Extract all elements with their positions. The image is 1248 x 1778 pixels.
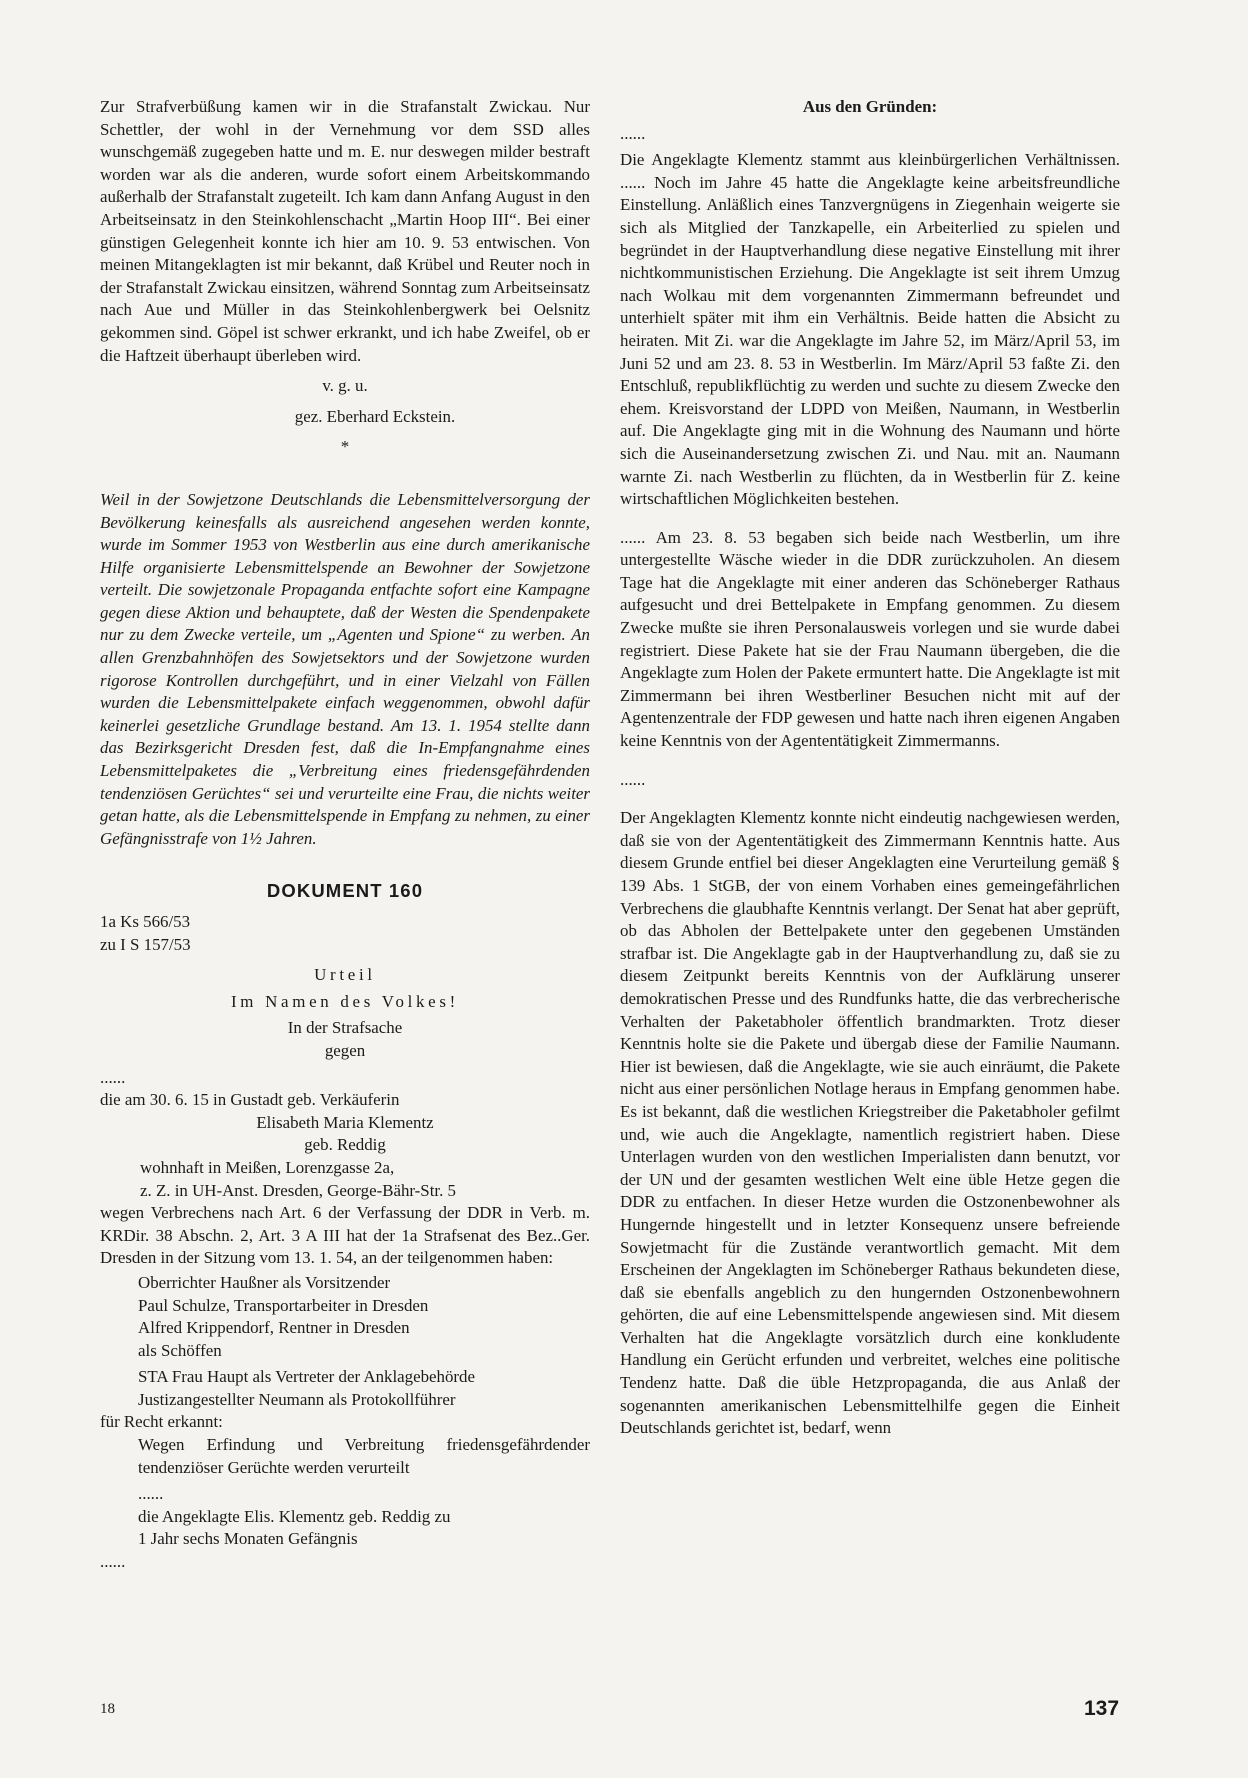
court-member: als Schöffen (138, 1340, 222, 1360)
separator-star: * (340, 437, 350, 457)
reasons-paragraph-1: Die Angeklagte Klementz stammt aus kleinbürgerlichen Verhältnissen. ...... Noch im Jahre 45 hatte die Angeklagte keine arbeitsfreundliche Einstellung. Anläßlich eines Tanzvergnügens in Ziegenhain weigerte sie sich als Mitglied der Tanzkapelle, ein Arbeiterlied zu spielen und begründet in der Hauptverhandlung diese negative Einstellung mit ihrer nichtkommunistischen Erziehung. Die Angeklagte ist seit ihrem Umzug nach Wolkau mit dem vorgenannten Zimmermann befreundet und unterhielt später mit ihm ein Verhältnis. Beide hatten die Absicht zu heiraten. Mit Zi. war die Angeklagte im Jahre 52, im März/April 53, im Juni 52 und am 23. 8. 53 in Westberlin. Im März/April 53 faßte Zi. den Entschluß, republikflüchtig zu werden und suchte zu diesem Zwecke den ehem. Kreisvorstand der LDPD von Meißen, Naumann, in Westberlin auf. Die Angeklagte ging mit in die Wohnung des Naumann und hörte sich die Auseinandersetzung zwischen Zi. und Nau. mit an. Naumann warnte Zi. nach Westberlin zu flüchten, da in Westberlin für Z. keine wirtschaftlichen Möglichkeiten bestehen. (620, 150, 1120, 509)
defendant-name: Elisabeth Maria Klementz (256, 1112, 434, 1132)
page-number: 137 (1084, 1697, 1120, 1720)
left-column (100, 96, 590, 1574)
court-member: STA Frau Haupt als Vertreter der Anklagebehörde (138, 1367, 475, 1387)
court-member: Alfred Krippendorf, Rentner in Dresden (138, 1318, 410, 1338)
charge-text: wegen Verbrechens nach Art. 6 der Verfassung der DDR in Verb. m. KRDir. 38 Abschn. 2, Art. 3 A III hat der 1a Strafsenat des Bez..Ger. Dresden in der Sitzung vom 13. 1. 54, an der teilgenommen haben: (100, 1203, 590, 1268)
defendant-birth-name: geb. Reddig (304, 1135, 386, 1155)
ellipsis: ...... (620, 769, 646, 789)
reasons-heading: Aus den Gründen: (802, 97, 938, 116)
defendant-custody: z. Z. in UH-Anst. Dresden, George-Bähr-Str. 5 (140, 1180, 456, 1200)
case-reference-2: zu I S 157/53 (100, 934, 191, 954)
reasons-paragraph-2: ...... Am 23. 8. 53 begaben sich beide nach Westberlin, um ihre untergestellte Wäsche wieder in die DDR zurückzuholen. An diesem Tage hat die Angeklagte mit einer anderen das Schöneberger Rathaus aufgesucht und drei Bettelpakete in Empfang genommen. Zu diesem Zwecke mußte sie ihren Personalausweis vorlegen und sie wurde dabei registriert. Diese Pakete hat sie der Frau Naumann übergeben, die die Angeklagte zum Holen der Pakete ermuntert hatte. Die Angeklagte ist mit Zimmermann bei ihren Westberliner Besuchen nicht mit auf der Agentenzentrale der FDP gewesen und hatte nach ihren eigenen Angaben keine Kenntnis von der Agententätigkeit Zimmermanns. (620, 527, 1120, 751)
vgu-line: v. g. u. (322, 376, 368, 396)
court-member: Justizangestellter Neumann als Protokollführer (138, 1389, 456, 1409)
ellipsis: ...... (100, 1067, 126, 1087)
signature-mark: 18 (100, 1701, 115, 1717)
case-reference-1: 1a Ks 566/53 (100, 912, 191, 931)
verdict-reason: Wegen Erfindung und Verbreitung friedensgefährdender tendenziöser Gerüchte werden verurteilt (138, 1435, 590, 1477)
court-member: Paul Schulze, Transportarbeiter in Dresden (138, 1295, 429, 1315)
defendant-address: wohnhaft in Meißen, Lorenzgasse 2a, (140, 1157, 395, 1177)
ellipsis: ...... (138, 1484, 164, 1504)
ellipsis: ...... (620, 123, 646, 143)
defendant-intro: die am 30. 6. 15 in Gustadt geb. Verkäuferin (100, 1090, 400, 1110)
document-heading: DOKUMENT 160 (266, 880, 424, 902)
signature-line: gez. Eberhard Eckstein. (294, 406, 456, 426)
criminal-case-line: In der Strafsache (287, 1018, 403, 1038)
verdict-title: Urteil (314, 965, 376, 985)
verdict-intro: für Recht erkannt: (100, 1412, 223, 1432)
against-line: gegen (324, 1040, 366, 1060)
reasons-paragraph-3: Der Angeklagten Klementz konnte nicht eindeutig nachgewiesen werden, daß sie von der Agententätigkeit des Zimmermann Kenntnis hatte. Aus diesem Grunde entfiel bei dieser Angeklagten eine Verurteilung gemäß § 139 Abs. 1 StGB, der von einem Vorhaben eines gemeingefährlichen Verbrechens die glaubhafte Kenntnis verlangt. Der Senat hat aber geprüft, ob das Abholen der Bettelpakete unter den gegebenen Umständen strafbar ist. Die Angeklagte gab in der Hauptverhandlung zu, daß sie zu diesem Zeitpunkt bereits Kenntnis von der Aufklärung unserer demokratischen Presse und des Rundfunks hatte, die das verbrecherische Verhalten der Paketabholer öffentlich brandmarkten. Trotz dieser Kenntnis holte sie die Pakete und übergab diese der Familie Naumann. Hier ist bewiesen, daß die Angeklagte, wie sie auch einräumt, die Pakete nicht aus einer persönlichen Notlage heraus in Empfang genommen habe. Es ist bekannt, daß die westlichen Kriegstreiber die Paketabholer gefilmt und, wie auch die Angeklagte, namentlich registriert haben. Diese Unterlagen wurden von den westlichen Imperialisten dann benutzt, vor der UN und der gesamten westlichen Welt eine üble Hetze gegen die DDR zu entfachen. In dieser Hetze wurden die Ostzonenbewohner als Hungernde hingestellt und in letzter Konsequenz unsere befreiende Sowjetmacht für die Zustände verantwortlich gemacht. Mit dem Erscheinen der Angeklagten im Schöneberger Rathaus bekundeten diese, daß sie ebenfalls angeblich zu den hungernden Ostzonenbewohnern gehörten, die auf eine Lebensmittelspende angewiesen sind. Mit diesem Verhalten hat die Angeklagte vorsätzlich durch eine konkludente Handlung ein Gerücht erfunden und verbreitet, welches eine politische Tendenz hatte. Daß die üble Hetzpropaganda, die aus Anlaß der sogenannten amerikanischen Lebensmittelhilfe gegen die Einheit Deutschlands gerichtet ist, bedarf, wenn (620, 808, 1120, 1438)
verdict-defendant: die Angeklagte Elis. Klementz geb. Reddig zu (138, 1506, 451, 1526)
right-column (620, 96, 1120, 1440)
italic-commentary: Weil in der Sowjetzone Deutschlands die Lebensmittelversorgung der Bevölkerung keinesfalls als ausreichend angesehen werden konnte, wurde im Sommer 1953 von Westberlin aus eine durch amerikanische Hilfe organisierte Lebensmittelspende an Bewohner der Sowjetzone verteilt. Die sowjetzonale Propaganda entfachte sofort eine Kampagne gegen diese Aktion und behauptete, daß der Westen die Spendenpakete nur zu dem Zwecke verteile, um „Agenten und Spione“ zu werben. An allen Grenzbahnhöfen des Sowjetsektors und der Sowjetzone wurden rigorose Kontrollen durchgeführt, und in einer Vielzahl von Fällen wurden die Lebensmittelpakete einfach weggenommen, obwohl dafür keinerlei gesetzliche Grundlage bestand. Am 13. 1. 1954 stellte dann das Bezirksgericht Dresden fest, daß die In-Empfangnahme eines Lebensmittelpaketes die „Verbreitung eines friedensgefährdenden tendenziösen Gerüchtes“ sei und verurteilte eine Frau, die nichts weiter getan hatte, als die Lebensmittelspende in Empfang zu nehmen, zu einer Gefängnisstrafe von 1½ Jahren. (100, 489, 590, 848)
ellipsis: ...... (100, 1552, 126, 1572)
in-the-name-of-the-people: Im Namen des Volkes! (230, 991, 460, 1011)
verdict-sentence: 1 Jahr sechs Monaten Gefängnis (138, 1529, 358, 1549)
letter-paragraph: Zur Strafverbüßung kamen wir in die Strafanstalt Zwickau. Nur Schettler, der wohl in der Vernehmung vor dem SSD alles wunschgemäß zugegeben hatte und m. E. nur deswegen milder bestraft worden war als die anderen, wurde sofort einem Arbeitskommando außerhalb der Strafanstalt zugeteilt. Ich kam dann Anfang August in den Arbeitseinsatz in den Steinkohlenschacht „Martin Hoop III“. Bei einer günstigen Gelegenheit konnte ich hier am 10. 9. 53 entwischen. Von meinen Mitangeklagten ist mir bekannt, daß Krübel und Reuter noch in der Strafanstalt Zwickau einsitzen, während Sonntag zum Arbeitseinsatz nach Aue und Müller in das Steinkohlenbergwerk bei Oelsnitz gekommen sind. Göpel ist schwer erkrankt, und ich habe Zweifel, ob er die Haftzeit überhaupt überleben wird. (100, 97, 590, 365)
court-member: Oberrichter Haußner als Vorsitzender (138, 1272, 391, 1292)
